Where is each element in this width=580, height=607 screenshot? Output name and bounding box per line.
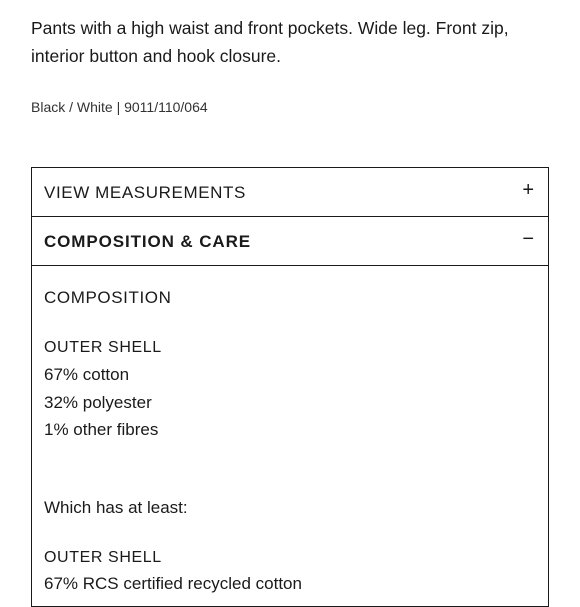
certified-material-item: 67% RCS certified recycled cotton	[44, 574, 302, 593]
outer-shell-heading-2: OUTER SHELL	[44, 549, 162, 566]
description-line-2: interior button and hook closure.	[31, 46, 282, 66]
composition-care-label: COMPOSITION & CARE	[44, 232, 251, 251]
material-item: 67% cotton	[44, 365, 130, 384]
product-info-accordion	[31, 167, 549, 607]
view-measurements-toggle[interactable]	[32, 168, 548, 217]
at-least-text: Which has at least:	[44, 498, 188, 517]
view-measurements-label: VIEW MEASUREMENTS	[44, 183, 246, 202]
plus-icon: +	[522, 179, 534, 201]
description-line-1: Pants with a high waist and front pockets. Wide leg. Front zip,	[31, 18, 509, 38]
material-item: 1% other fibres	[44, 420, 159, 439]
product-description	[31, 14, 551, 70]
composition-care-toggle[interactable]	[32, 217, 548, 266]
outer-shell-heading: OUTER SHELL	[44, 339, 162, 356]
material-item: 32% polyester	[44, 393, 152, 412]
minus-icon: −	[522, 228, 534, 250]
composition-heading: COMPOSITION	[44, 288, 172, 307]
color-reference: Black / White | 9011/110/064	[31, 99, 208, 115]
